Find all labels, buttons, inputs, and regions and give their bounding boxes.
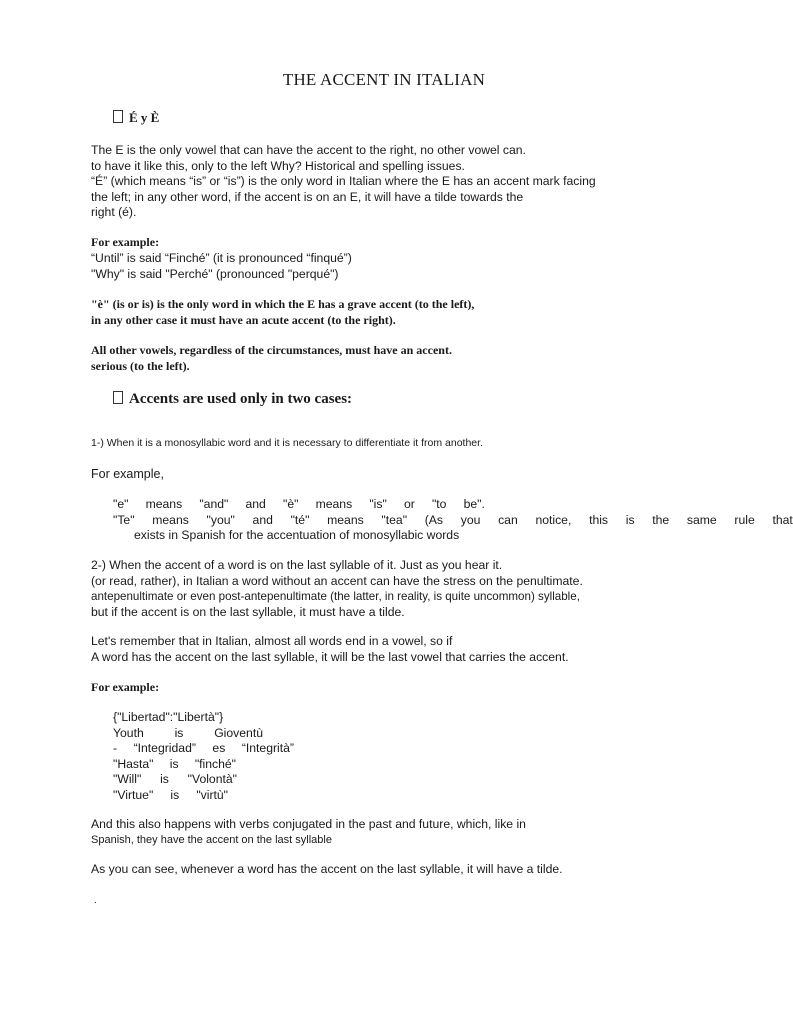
word: "to	[431, 497, 447, 511]
word: "Will"	[113, 772, 142, 787]
intro-line: the left; in any other word, if the accent is on an E, it will have a tilde towards the	[91, 189, 524, 204]
word: means	[145, 497, 183, 511]
word: and	[245, 497, 266, 511]
intro-line: to have it like this, only to the left Why? Historical and spelling issues.	[91, 158, 465, 173]
word: is	[160, 772, 169, 787]
word: "Hasta"	[113, 756, 154, 771]
intro-paragraph	[91, 143, 761, 221]
word: (As	[424, 512, 444, 527]
word: -	[113, 741, 118, 756]
for-example-label-2: For example,	[91, 467, 164, 481]
intro-line: The E is the only vowel that can have the accent to the right, no other vowel can.	[91, 143, 526, 157]
monosyllabic-examples	[113, 497, 793, 544]
word: "tea"	[381, 512, 408, 527]
word: means	[152, 512, 189, 527]
examples-item	[113, 741, 294, 757]
intro-line: right (é).	[91, 205, 137, 220]
cases-heading-text: Accents are used only in two cases:	[129, 391, 353, 407]
verbs-note-line-1: And this also happens with verbs conjugated in the past and future, which, like in	[91, 817, 526, 831]
word: is	[170, 787, 180, 802]
example-line: “Until” is said “Finché” (it is pronounced “finqué”)	[91, 251, 352, 265]
examples-item	[113, 788, 228, 804]
case-two-line: 2-) When the accent of a word is on the last syllable of it. Just as you hear it.	[91, 558, 503, 572]
word: "e"	[113, 497, 129, 511]
cases-heading	[113, 391, 352, 408]
word: means	[327, 512, 364, 527]
word: means	[315, 497, 353, 511]
accent-heading	[113, 110, 159, 126]
monosyllabic-line-2	[113, 513, 793, 529]
word: "Te"	[113, 512, 135, 527]
page-title: THE ACCENT IN ITALIAN	[282, 70, 486, 89]
case-two-line: (or read, rather), in Italian a word without an accent can have the stress on the penultimate.	[91, 573, 583, 588]
examples-item	[113, 757, 236, 773]
word: same	[686, 512, 717, 527]
for-example-label-3: For example:	[91, 680, 160, 694]
word: “Integridad”	[133, 741, 196, 756]
word: can	[498, 512, 518, 527]
monosyllabic-line-3: exists in Spanish for the accentuation of monosyllabic words	[134, 528, 460, 543]
word: "virtù"	[196, 787, 228, 802]
word: this	[589, 512, 609, 527]
word: be".	[463, 497, 485, 511]
word: "and"	[199, 497, 229, 511]
accent-heading-text: É y È	[129, 110, 160, 125]
verbs-note-line-2: Spanish, they have the accent on the last syllable	[91, 833, 332, 846]
remember-line: A word has the accent on the last syllable, it will be the last vowel that carries the accent.	[91, 649, 569, 664]
word: "è"	[283, 497, 299, 511]
trailing-dot: .	[94, 895, 97, 906]
bullet-box-icon	[113, 391, 123, 404]
word: that	[772, 512, 793, 527]
word: "Virtue"	[113, 787, 154, 802]
word: notice,	[535, 512, 572, 527]
word: Youth	[113, 725, 144, 740]
intro-line: “É” (which means “is” or “is”) is the only word in Italian where the E has an accent mark facing	[91, 174, 596, 189]
grave-note-line: in any other case it must have an acute accent (to the right).	[91, 312, 396, 327]
remember-paragraph	[91, 634, 761, 665]
case-two	[91, 558, 761, 620]
word: the	[652, 512, 670, 527]
word: rule	[734, 512, 755, 527]
word: "Volontà"	[187, 772, 237, 787]
word: "té"	[290, 512, 310, 527]
conclusion: As you can see, whenever a word has the accent on the last syllable, it will have a tilde.	[91, 862, 563, 876]
grave-note-line: "è" (is or is) is the only word in which the E has a grave accent (to the left),	[91, 297, 475, 311]
word: "is"	[369, 497, 387, 511]
word: is	[625, 512, 635, 527]
verbs-note	[91, 817, 560, 848]
for-example-label: For example:	[91, 235, 160, 249]
word: or	[403, 497, 415, 511]
case-one: 1-) When it is a monosyllabic word and it is necessary to differentiate it from another.	[91, 437, 483, 449]
word: is	[169, 756, 179, 771]
examples-item	[113, 726, 263, 742]
word: and	[252, 512, 273, 527]
monosyllabic-line-1	[113, 497, 485, 513]
word: "you"	[206, 512, 235, 527]
word: Gioventù	[214, 725, 263, 740]
word: "finché"	[194, 756, 236, 771]
case-two-line: antepenultimate or even post-antepenultimate (the latter, in reality, is quite uncommon) syllable,	[91, 590, 580, 604]
word: es	[212, 741, 226, 756]
remember-line: Let's remember that in Italian, almost all words end in a vowel, so if	[91, 634, 453, 648]
examples-item: {"Libertad":"Libertà"}	[113, 710, 224, 724]
example-line: "Why" is said "Perché" (pronounced "perqué")	[91, 266, 339, 281]
examples-list	[113, 710, 294, 804]
bullet-box-icon	[113, 110, 123, 123]
for-example-lines	[91, 251, 761, 282]
word: you	[460, 512, 481, 527]
vowels-note	[91, 343, 761, 374]
case-two-line: but if the accent is on the last syllable, it must have a tilde.	[91, 604, 405, 619]
vowels-note-line: All other vowels, regardless of the circumstances, must have an accent.	[91, 343, 452, 357]
examples-item	[113, 772, 237, 788]
word: is	[174, 725, 184, 740]
word: “Integrità”	[241, 741, 294, 756]
grave-accent-note	[91, 297, 761, 328]
vowels-note-line: serious (to the left).	[91, 358, 190, 373]
